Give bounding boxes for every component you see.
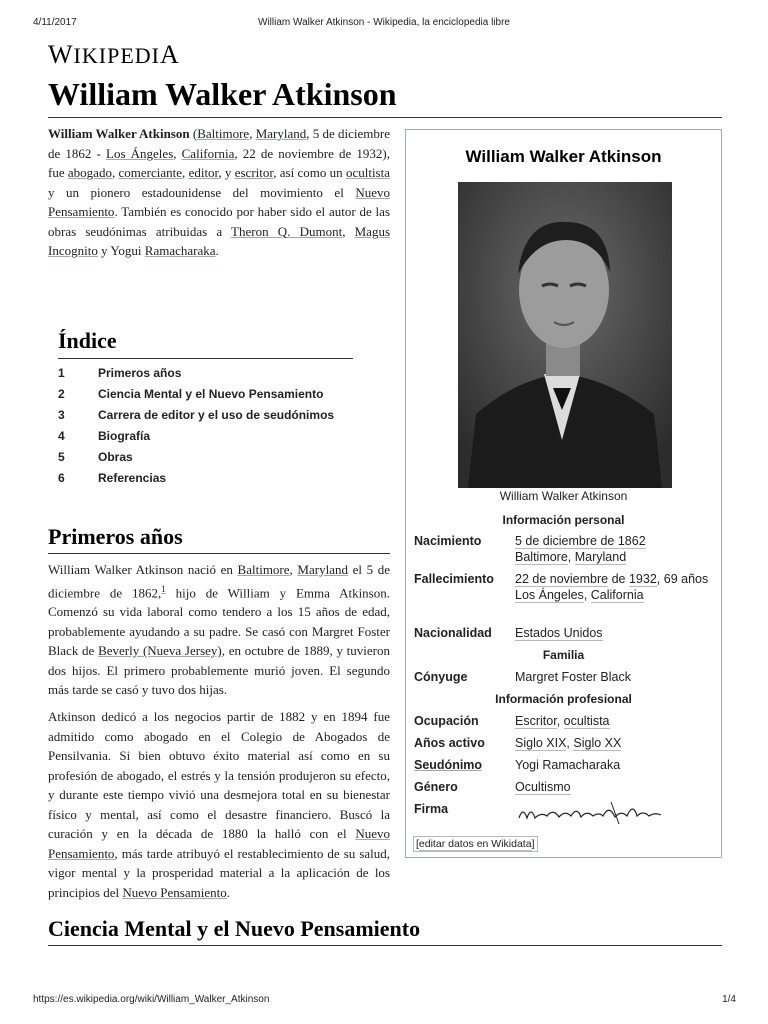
link-ocultismo[interactable]: Ocultismo — [515, 780, 571, 794]
early-years-paragraph-1: William Walker Atkinson nació en Baltimore, Maryland el 5 de diciembre de 1862,$^1$ hijo de William y Emma Atkinson. Comenzó su vida laboral como tendero a los 15 años de edad, probablemente ayudando a su padre. Se casó con Margret Foster Black de Beverly (Nueva Jersey), en octubre de 1889, y tuvieron dos hijos. El primero probablemente murió joven. El segundo más tarde se casó y tuvo dos hijas. — [48, 562, 391, 698]
link-los-angeles[interactable]: Los Ángeles — [515, 588, 584, 602]
intro-paragraph: William Walker Atkinson (Baltimore, Maryland, 5 de diciembre de 1862 - Los Ángeles, California, 22 de noviembre de 1932), fue abogado, comerciante, editor, y escritor, así como un ocultista y un pionero estadounidense del movimiento el Nuevo Pensamiento. También es conocido por haber sido el autor de las obras seudónimas atribuidas a Theron Q. Dumont, Magus Incognito y Yogui Ramacharaka. — [48, 126, 391, 258]
early-years-paragraph-2: Atkinson dedicó a los negocios partir de 1882 y en 1894 fue admitido como abogado en el Colegio de Abogados de Pensilvania. Si bien obtuvo éxito material así como en su profesión de abogado, el estrés y la tensión produjeron su efecto, y durante este tiempo vivió una desmejora total en su bienestar físico y mental, así como el desastre financiero. Buscó la curación y en la década de 1880 la halló con el Nuevo Pensamiento, más tarde atribuyó el restablecimiento de su salud, vigor mental y la prosperidad material a la aplicación de los principios del Nuevo Pensamiento. — [48, 709, 390, 900]
link-editor[interactable]: editor — [188, 165, 219, 180]
portrait-photo[interactable] — [458, 182, 672, 488]
value-nacimiento: 5 de diciembre de 1862 Baltimore, Maryland — [515, 534, 646, 564]
link-los-angeles[interactable]: Los Ángeles — [106, 145, 174, 161]
link-california[interactable]: California — [181, 145, 235, 161]
link-comerciante[interactable]: comerciante — [118, 165, 183, 180]
signature-graphic — [515, 798, 665, 828]
label-seudonimo — [414, 758, 482, 772]
link-baltimore[interactable]: Baltimore — [197, 126, 250, 141]
wikidata-edit-box: [editar datos en Wikidata] — [413, 836, 538, 852]
label-anos-activo: Años activo — [414, 736, 485, 750]
portrait-image — [458, 182, 672, 488]
print-url: https://es.wikipedia.org/wiki/William_Walker_Atkinson — [33, 994, 270, 1005]
value-nacionalidad — [515, 625, 715, 641]
value-ocupacion: Escritor, ocultista — [515, 714, 610, 728]
print-page-count: 1/4 — [722, 994, 736, 1005]
section-divider — [48, 945, 722, 946]
label-nacimiento: Nacimiento — [414, 534, 482, 548]
label-nacionalidad: Nacionalidad — [414, 626, 492, 640]
link-siglo-xx[interactable]: Siglo XX — [573, 736, 622, 750]
infobox-section-personal: Información personal — [502, 513, 625, 527]
edit-wikidata-link[interactable]: editar datos en Wikidata — [418, 838, 532, 850]
link-ocultista[interactable]: ocultista — [563, 714, 610, 728]
label-fallecimiento: Fallecimiento — [414, 572, 494, 586]
link-theron-q-dumont[interactable]: Theron Q. Dumont — [231, 223, 343, 239]
reference-link[interactable]: 1 — [161, 583, 166, 594]
link-ocultista[interactable]: ocultista — [345, 165, 390, 180]
toc-divider — [58, 358, 353, 359]
link-escritor[interactable]: Escritor — [515, 714, 557, 728]
infobox-section-familia: Familia — [542, 648, 585, 662]
link-nuevo-pensamiento[interactable]: Nuevo Pensamiento — [48, 184, 390, 219]
signature-image[interactable] — [515, 798, 665, 828]
link-death-year[interactable]: 1932 — [628, 572, 657, 586]
value-anos-activo: Siglo XIX, Siglo XX — [515, 736, 622, 750]
infobox-title: William Walker Atkinson — [465, 147, 662, 166]
link-maryland[interactable]: Maryland — [255, 126, 307, 141]
label-conyuge: Cónyuge — [414, 670, 468, 684]
label-ocupacion: Ocupación — [414, 714, 479, 728]
link-nuevo-pensamiento[interactable]: Nuevo Pensamiento — [122, 884, 227, 900]
link-estados-unidos[interactable]: Estados Unidos — [515, 626, 603, 640]
print-date: 4/11/2017 — [33, 17, 77, 28]
link-magus-incognito[interactable]: Magus Incognito — [48, 223, 391, 258]
link-siglo-xix[interactable]: Siglo XIX — [515, 736, 567, 750]
label-genero: Género — [414, 780, 458, 794]
label-firma: Firma — [414, 802, 449, 816]
photo-caption: William Walker Atkinson — [499, 489, 628, 503]
link-abogado[interactable]: abogado — [67, 165, 112, 180]
wikipedia-logo[interactable]: WIKIPEDIA — [48, 40, 180, 69]
value-seudonimo: Yogi Ramacharaka — [515, 758, 621, 772]
link-death-date[interactable]: 22 de noviembre — [515, 572, 609, 586]
link-seudonimo[interactable]: Seudónimo — [414, 758, 483, 772]
value-conyuge: Margret Foster Black — [515, 670, 632, 684]
link-ramacharaka[interactable]: Ramacharaka — [144, 243, 216, 258]
link-nuevo-pensamiento[interactable]: Nuevo Pensamiento — [48, 826, 390, 861]
infobox — [405, 129, 722, 858]
section-heading-ciencia-mental: Ciencia Mental y el Nuevo Pensamiento — [48, 916, 421, 941]
link-california[interactable]: California — [590, 588, 644, 602]
section-heading-primeros-anos: Primeros años — [48, 524, 183, 549]
value-genero — [515, 779, 715, 795]
toc-title: Índice — [58, 328, 117, 353]
link-escritor[interactable]: escritor — [234, 165, 274, 180]
link-birth-date[interactable]: 5 de diciembre de 1862 — [515, 534, 646, 548]
link-maryland[interactable]: Maryland — [297, 562, 348, 577]
link-maryland[interactable]: Maryland — [574, 550, 627, 564]
print-page-title: William Walker Atkinson - Wikipedia, la enciclopedia libre — [258, 17, 510, 28]
page-title: William Walker Atkinson — [48, 76, 397, 112]
section-divider — [48, 553, 390, 554]
link-baltimore[interactable]: Baltimore — [237, 562, 290, 577]
title-divider — [48, 117, 722, 118]
infobox-section-profesional: Información profesional — [495, 692, 632, 706]
value-fallecimiento: 22 de noviembre de 1932, 69 años Los Ángeles, California — [515, 572, 709, 602]
link-baltimore[interactable]: Baltimore — [515, 550, 568, 564]
link-beverly[interactable]: Beverly (Nueva Jersey) — [98, 643, 222, 659]
